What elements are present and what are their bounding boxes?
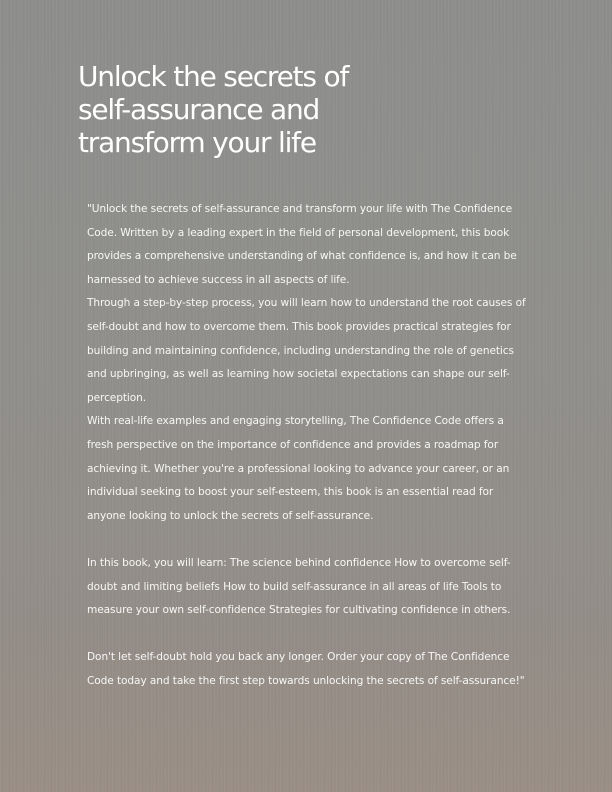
paragraph-spacer [87,623,527,647]
book-description [87,198,527,693]
description-paragraph-intro: "Unlock the secrets of self-assurance and transform your life with The Confidence Code. Written by a leading expert in the field of personal development, this book provides a comprehensive understanding of what confidence is, and how it can be harnessed to achieve success in all aspects of life. [87,203,517,286]
title-line: self-assurance and [78,93,320,126]
description-paragraph-call-to-action: Don't let self-doubt hold you back any longer. Order your copy of The Confidence Code today and take the first step towards unlocking the secrets of self-assurance!" [87,651,525,687]
description-paragraph-learn: In this book, you will learn: The science behind confidence How to overcome self-doubt and limiting beliefs How to build self-assurance in all areas of life Tools to measure your own self-confidence Strategies for cultivating confidence in others. [87,556,511,617]
page-title [78,60,398,159]
title-line: transform your life [78,126,316,159]
paragraph-spacer [87,528,527,552]
description-paragraph-examples: With real-life examples and engaging storytelling, The Confidence Code offers a fresh perspective on the importance of confidence and provides a roadmap for achieving it. Whether you're a professional looking to advance your career, or an individual seeking to boost your self-esteem, this book is an essential read for anyone looking to unlock the secrets of self-assurance. [87,415,510,522]
title-line: Unlock the secrets of [78,60,349,93]
description-paragraph-process: Through a step-by-step process, you will learn how to understand the root causes of self-doubt and how to overcome them. This book provides practical strategies for building and maintaining confidence, including understanding the role of genetics and upbringing, as well as learning how societal expectations can shape our self-perception. [87,297,526,404]
